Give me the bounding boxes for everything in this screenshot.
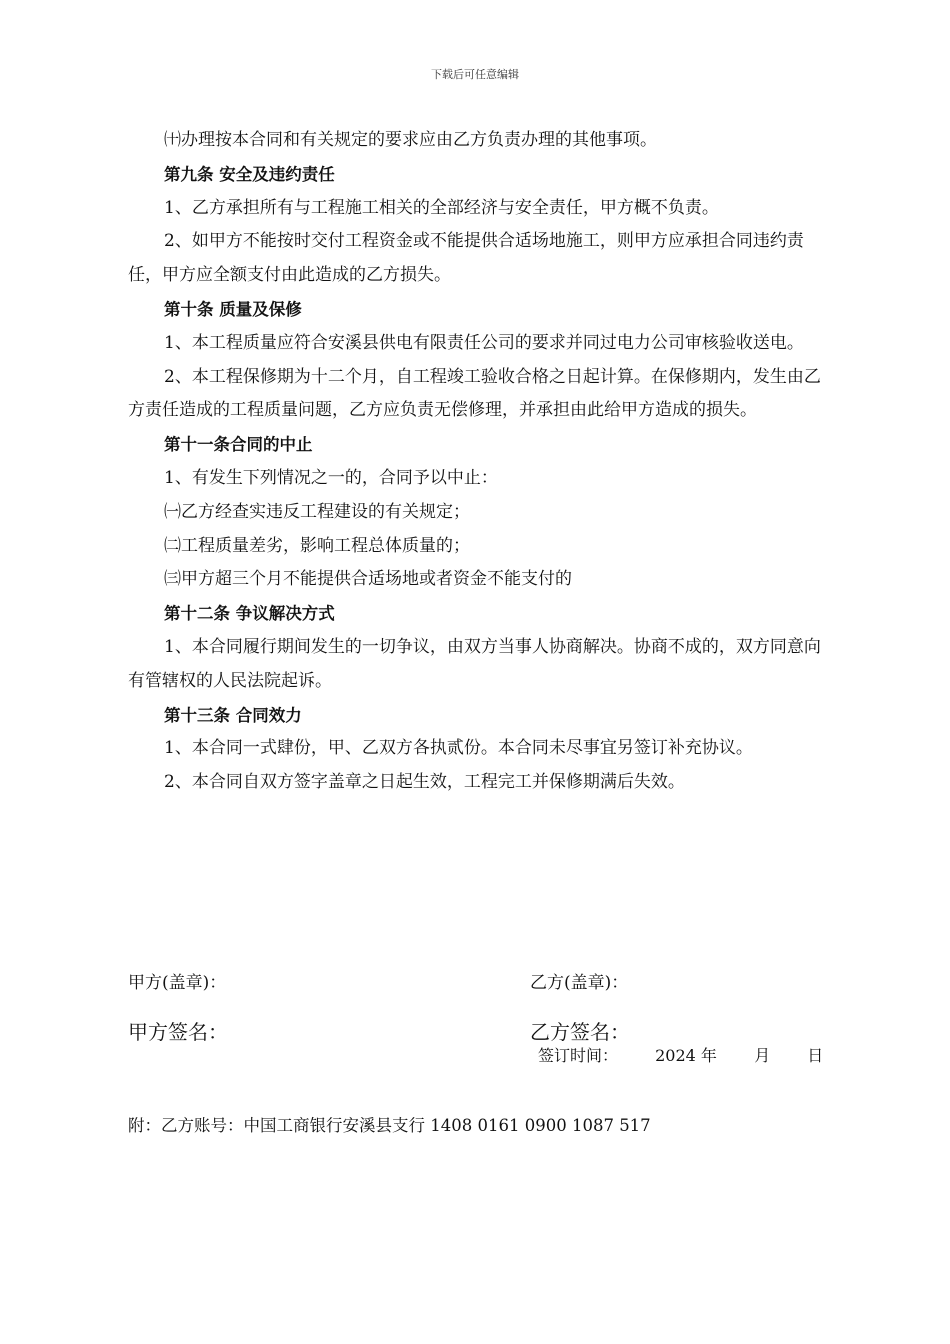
party-b-signature-label: 乙方签名：	[530, 1020, 630, 1044]
article-10-heading: 第十条 质量及保修	[164, 299, 302, 319]
article-10-item-2: 2、本工程保修期为十二个月，自工程竣工验收合格之日起计算。在保修期内，发生由乙方责任造成的工程质量问题，乙方应负责无偿修理，并承担由此给甲方造成的损失。	[128, 366, 821, 421]
article-11-item-1: 1、有发生下列情况之一的，合同予以中止：	[164, 467, 498, 488]
article-11-heading: 第十一条合同的中止	[164, 435, 313, 455]
article-13-item-2: 2、本合同自双方签字盖章之日起生效，工程完工并保修期满后失效。	[164, 772, 685, 793]
date-year: 2024 年	[655, 1046, 717, 1065]
article-9-heading: 第九条 安全及违约责任	[164, 164, 335, 184]
article-13-item-1: 1、本合同一式肆份，甲、乙双方各执贰份。本合同未尽事宜另签订补充协议。	[164, 738, 753, 759]
article-12-heading: 第十二条 争议解决方式	[164, 604, 335, 624]
clause-item-10: ㈩办理按本合同和有关规定的要求应由乙方负责办理的其他事项。	[164, 130, 657, 150]
article-11-sub-3: ㈢甲方超三个月不能提供合适场地或者资金不能支付的	[164, 569, 572, 590]
article-9-item-1: 1、乙方承担所有与工程施工相关的全部经济与安全责任，甲方概不负责。	[164, 197, 719, 218]
contract-body	[128, 124, 828, 800]
page-header: 下载后可任意编辑	[431, 68, 519, 81]
article-13-heading: 第十三条 合同效力	[164, 705, 302, 725]
bank-account-note: 附：乙方账号：中国工商银行安溪县支行 1408 0161 0900 1087 517	[128, 1116, 651, 1135]
article-12-item-1: 1、本合同履行期间发生的一切争议，由双方当事人协商解决。协商不成的，双方同意向有管辖权的人民法院起诉。	[128, 636, 821, 691]
party-a-signature-label: 甲方签名：	[128, 1020, 228, 1044]
article-9-item-2: 2、如甲方不能按时交付工程资金或不能提供合适场地施工，则甲方应承担合同违约责任，甲方应全额支付由此造成的乙方损失。	[128, 231, 804, 286]
date-day: 日	[807, 1046, 824, 1065]
date-month: 月	[754, 1046, 771, 1065]
signing-date	[538, 1043, 823, 1066]
party-b-seal-label: 乙方(盖章)：	[530, 973, 629, 993]
article-10-item-1: 1、本工程质量应符合安溪县供电有限责任公司的要求并同过电力公司审核验收送电。	[164, 332, 804, 353]
article-11-sub-1: ㈠乙方经查实违反工程建设的有关规定；	[164, 501, 470, 522]
date-label: 签订时间：	[538, 1046, 619, 1065]
party-a-seal-label: 甲方(盖章)：	[128, 973, 227, 993]
article-11-sub-2: ㈡工程质量差劣，影响工程总体质量的；	[164, 535, 470, 556]
